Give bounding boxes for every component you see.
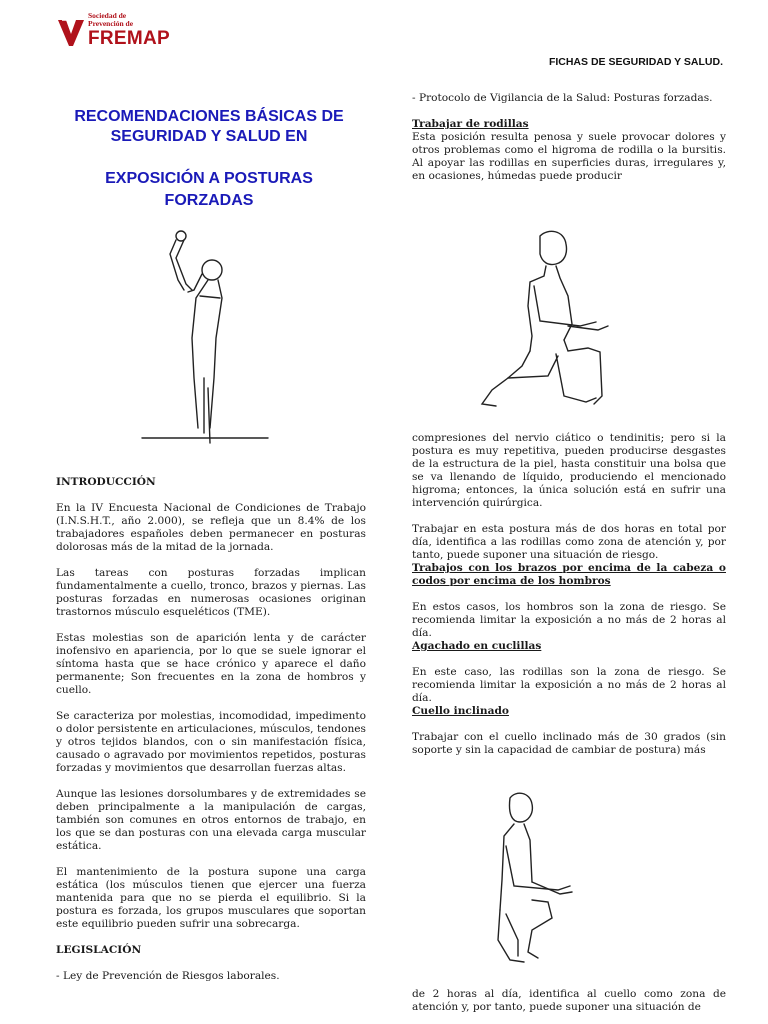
arms-heading: Trabajos con los brazos por encima de la cabeza o codos por encima de los hombros — [412, 562, 726, 587]
kneeling-continued: compresiones del nervio ciático o tendinitis; pero si la postura es muy repetitiva, pueden producirse desgastes de la estructura de la piel, hasta constituir una bolsa que se va llenando de líquido, produciendo el mencionado higroma; entonces, la única solución está en sufrir una intervención quirúrgica. — [412, 432, 726, 509]
fremap-v-icon — [56, 16, 86, 50]
squatting-text: En este caso, las rodillas son la zona de riesgo. Se recomienda limitar la exposición a no más de 2 horas al día. — [412, 666, 726, 704]
intro-paragraph-5: Aunque las lesiones dorsolumbares y de extremidades se deben principalmente a la manipulación de cargas, también son comunes en otros entornos de trabajo, en los que se dan posturas con una elevada carga muscular estática. — [56, 788, 366, 852]
logo-line-2: Prevención de — [88, 19, 134, 28]
kneeling-heading: Trabajar de rodillas — [412, 118, 529, 130]
logo-brand: FREMAP — [88, 28, 171, 49]
intro-heading: INTRODUCCIÓN — [56, 476, 156, 488]
fremap-logo — [56, 11, 171, 56]
kneeling-text-2: Trabajar en esta postura más de dos horas en total por día, identifica a las rodillas como zona de atención y, por tanto, puede suponer una situación de riesgo. — [412, 523, 726, 561]
right-column-top — [412, 92, 726, 183]
intro-paragraph-6: El mantenimiento de la postura supone una carga estática (los músculos tienen que ejercer una fuerza mantenida para que no se pierda el equilibrio. Si la postura es forzada, los grupos musculares que soportan este equilibrio pueden sufrir una sobrecarga. — [56, 866, 366, 930]
right-column-middle — [412, 432, 726, 757]
intro-paragraph-1: En la IV Encuesta Nacional de Condiciones de Trabajo (I.N.S.H.T., año 2.000), se refleja que un 8.4% de los trabajadores españoles deben permanecer en posturas dolorosas más de la mitad de la jornada. — [56, 502, 366, 553]
title-line-2: SEGURIDAD Y SALUD EN — [110, 128, 308, 145]
right-column-bottom — [412, 988, 726, 1014]
arms-overhead-figure — [140, 228, 270, 453]
left-column — [56, 476, 366, 983]
neck-heading: Cuello inclinado — [412, 705, 509, 717]
kneeling-text: Esta posición resulta penosa y suele provocar dolores y otros problemas como el higroma de rodilla o la bursitis. Al apoyar las rodillas en superficies duras, irregulares y, en ocasiones, húmedas puede producir — [412, 131, 726, 182]
intro-paragraph-2: Las tareas con posturas forzadas implican fundamentalmente a cuello, tronco, brazos y piernas. Las posturas forzadas en numerosas ocasiones originan trastornos músculo esqueléticos (TME). — [56, 567, 366, 618]
legislation-heading: LEGISLACIÓN — [56, 944, 142, 956]
intro-paragraph-3: Estas molestias son de aparición lenta y de carácter inofensivo en apariencia, por lo que se suele ignorar el síntoma hasta que se hace crónico y aparece el daño permanente; Son frecuentes en la zona de hombros y cuello. — [56, 632, 366, 696]
title-line-3: EXPOSICIÓN A POSTURAS — [105, 170, 313, 187]
header-label: FICHAS DE SEGURIDAD Y SALUD. — [548, 56, 723, 68]
logo-line-1: Sociedad de — [88, 11, 127, 20]
intro-paragraph-4: Se caracteriza por molestias, incomodidad, impedimento o dolor persistente en articulaciones, músculos, tendones y otros tejidos blandos, con o sin manifestación física, causado o agravado por movimientos repetidos, posturas forzadas y movimientos que desarrollan fuerzas altas. — [56, 710, 366, 774]
kneeling-figure — [468, 226, 628, 411]
arms-text: En estos casos, los hombros son la zona de riesgo. Se recomienda limitar la exposición a no más de 2 horas al día. — [412, 601, 726, 639]
title-line-1: RECOMENDACIONES BÁSICAS DE — [74, 108, 344, 125]
squatting-heading: Agachado en cuclillas — [412, 640, 542, 652]
legislation-item: - Ley de Prevención de Riesgos laborales. — [56, 970, 280, 982]
protocol-item: - Protocolo de Vigilancia de la Salud: Posturas forzadas. — [412, 92, 713, 104]
neck-continued: de 2 horas al día, identifica al cuello como zona de atención y, por tanto, puede suponer una situación de — [412, 988, 726, 1013]
neck-text: Trabajar con el cuello inclinado más de 30 grados (sin soporte y sin la capacidad de cambiar de postura) más — [412, 731, 726, 756]
title-line-4: FORZADAS — [164, 192, 254, 209]
squatting-figure — [488, 790, 588, 970]
